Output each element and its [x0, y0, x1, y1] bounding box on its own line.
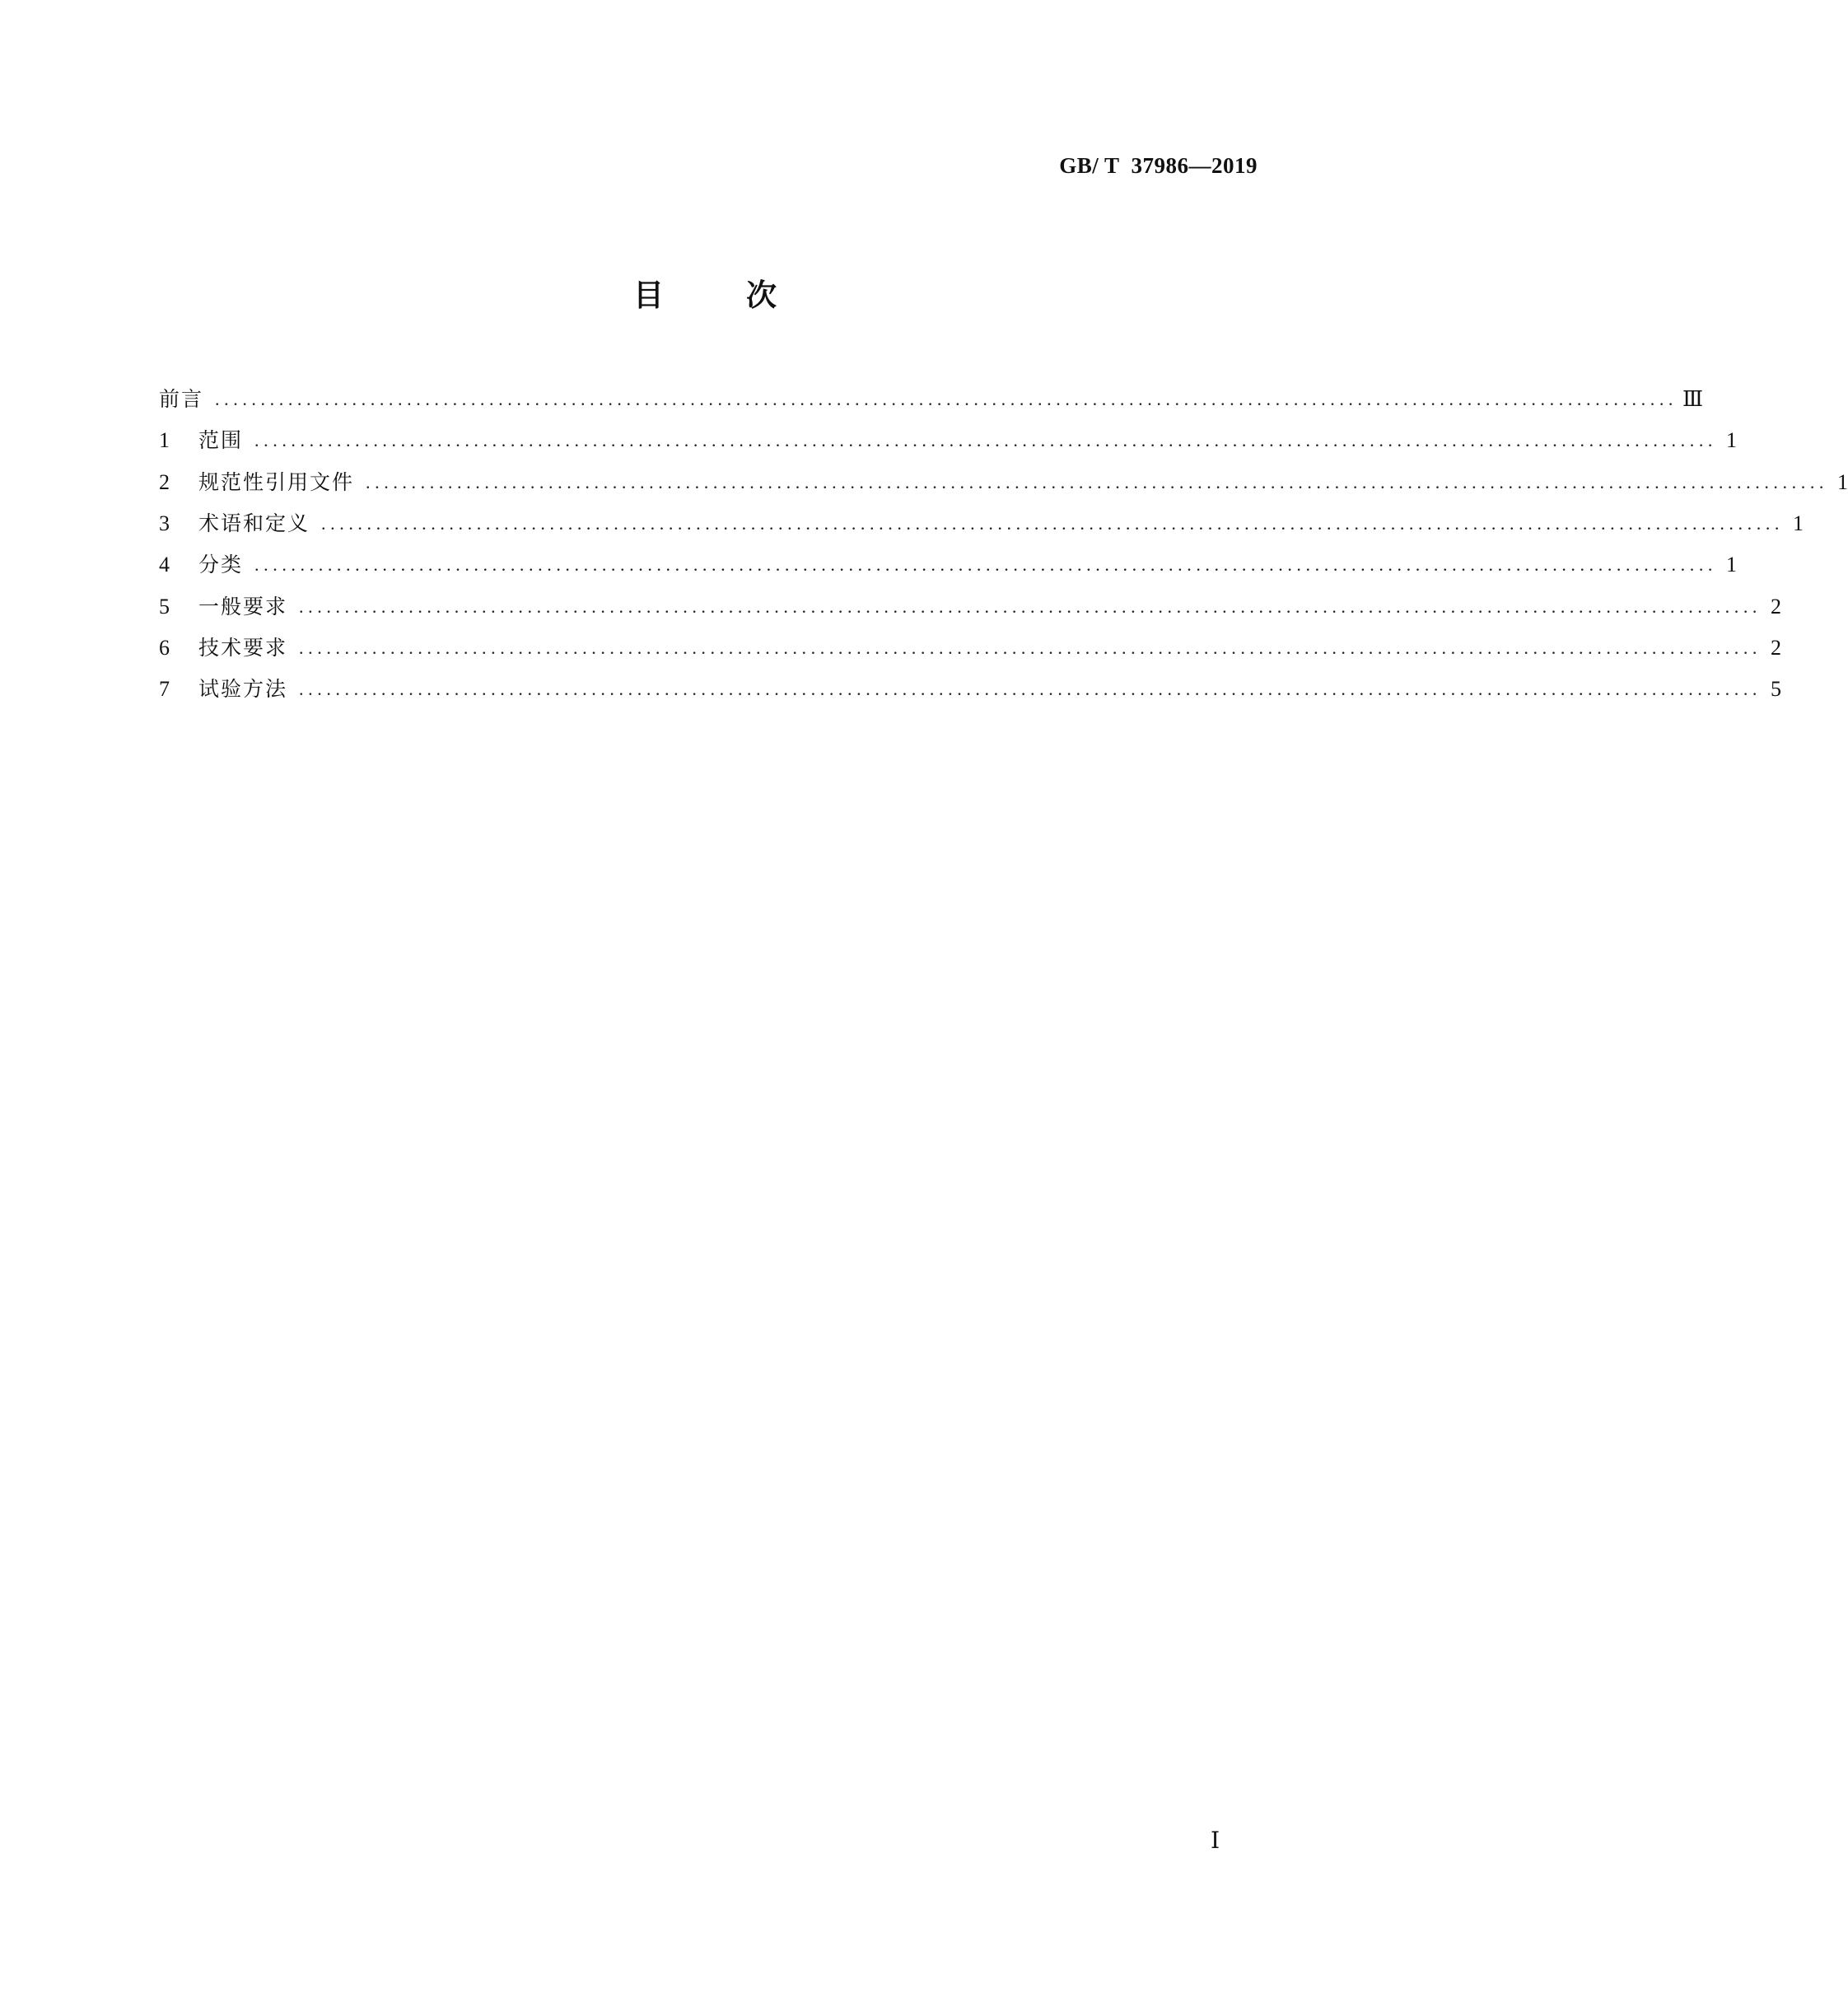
toc-item-number: 7 — [159, 677, 170, 702]
toc-item-label: 一般要求 — [198, 594, 288, 618]
toc-item-number: 2 — [159, 469, 170, 494]
toc-item-number: 3 — [159, 511, 170, 536]
toc-page-number: 1 — [1837, 469, 1848, 494]
dot-leader: ................................................................................................................................................................ — [215, 389, 1678, 410]
standard-code: GB/ T 37986—2019 — [1059, 153, 1258, 178]
toc-item-label: 技术要求 — [198, 635, 288, 660]
toc-item-normative-references[interactable] — [159, 462, 1848, 503]
toc-item-scope[interactable] — [159, 420, 1738, 461]
dot-leader: ................................................................................................................................................................ — [254, 554, 1718, 576]
toc-item-label: 试验方法 — [198, 677, 288, 702]
toc-item-general-requirements[interactable] — [159, 586, 1782, 627]
toc-item-technical-requirements[interactable] — [159, 628, 1782, 669]
dot-leader: ................................................................................................................................................................ — [321, 513, 1785, 534]
toc-item-label: 规范性引用文件 — [198, 469, 355, 494]
toc-item-label: 术语和定义 — [198, 511, 310, 536]
toc-item-number: 4 — [159, 553, 170, 577]
toc-page-number: 5 — [1771, 677, 1782, 702]
toc-item-terms-definitions[interactable] — [159, 503, 1804, 544]
toc-item-label: 分类 — [198, 553, 244, 577]
toc-page-number: 1 — [1726, 553, 1738, 577]
dot-leader: ................................................................................................................................................................ — [366, 471, 1829, 492]
toc-item-label: 范围 — [198, 428, 244, 453]
toc-item-test-methods[interactable] — [159, 669, 1782, 710]
toc-item-number: 6 — [159, 635, 170, 660]
dot-leader: ................................................................................................................................................................ — [299, 679, 1762, 700]
dot-leader: ................................................................................................................................................................ — [254, 430, 1718, 451]
page-title: 目次 — [633, 278, 859, 313]
toc-item-label: 前言 — [159, 387, 204, 412]
toc-item-classification[interactable] — [159, 544, 1738, 586]
table-of-contents — [159, 379, 1848, 710]
toc-item-number: 1 — [159, 428, 170, 453]
dot-leader: ................................................................................................................................................................ — [299, 595, 1762, 617]
toc-page-number: Ⅲ — [1682, 387, 1704, 412]
dot-leader: ................................................................................................................................................................ — [299, 637, 1762, 658]
toc-page-number: 2 — [1771, 594, 1782, 618]
toc-item-preface[interactable] — [159, 379, 1704, 420]
page-number: Ⅰ — [1211, 1828, 1220, 1854]
toc-page-number: 1 — [1793, 511, 1804, 536]
toc-item-number: 5 — [159, 594, 170, 618]
toc-page-number: 1 — [1726, 428, 1738, 453]
toc-page-number: 2 — [1771, 635, 1782, 660]
